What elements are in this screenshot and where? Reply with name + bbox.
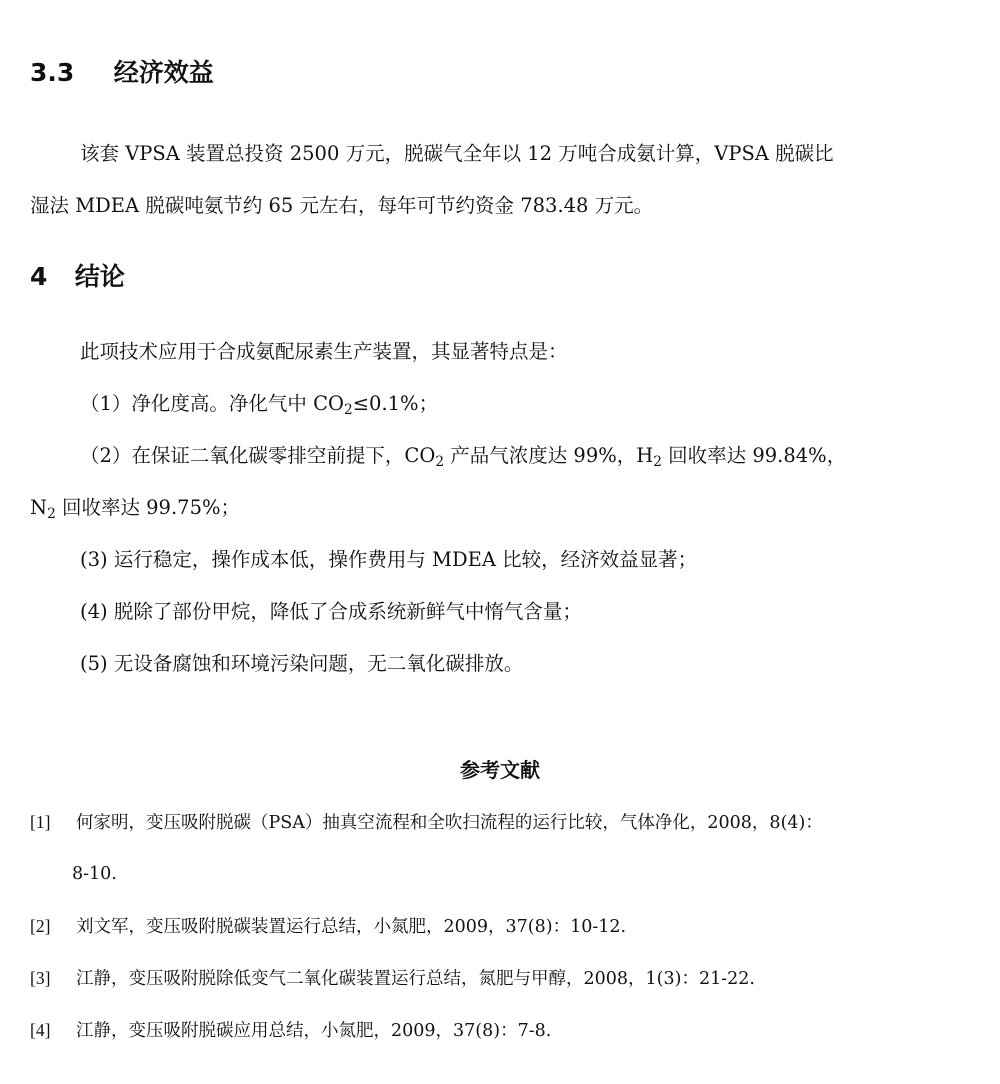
section-4-title: 结论 xyxy=(74,262,125,291)
economic-benefit-line-2: 湿法 MDEA 脱碳吨氨节约 65 元左右，每年可节约资金 783.48 万元。 xyxy=(30,194,654,217)
section-4-number: 4 xyxy=(30,262,48,291)
reference-3 xyxy=(30,966,755,991)
item-2-text-c: 回收率达 99.84%， xyxy=(661,444,847,467)
section-3-3-heading xyxy=(30,58,214,88)
item-1-value: ≤0.1%； xyxy=(352,392,439,415)
conclusion-item-2-line-2 xyxy=(30,495,240,521)
co2-subscript: 2 xyxy=(435,454,445,471)
section-4-heading xyxy=(30,262,125,292)
n2-symbol: N xyxy=(30,496,48,519)
reference-1-line-1 xyxy=(30,810,823,835)
reference-1-line-2: 8-10. xyxy=(72,864,117,884)
item-2-text-d: 回收率达 99.75%； xyxy=(55,496,241,519)
item-2-text-b: 产品气浓度达 99%，H xyxy=(444,444,654,467)
co2-subscript: 2 xyxy=(344,402,353,419)
conclusion-item-4: (4) 脱除了部份甲烷，降低了合成系统新鲜气中惰气含量； xyxy=(80,600,582,623)
reference-2-index: [2] xyxy=(30,916,51,936)
h2-subscript: 2 xyxy=(653,454,662,471)
economic-benefit-line-1: 该套 VPSA 装置总投资 2500 万元，脱碳气全年以 12 万吨合成氨计算，VPSA 脱碳比 xyxy=(80,142,834,165)
reference-4 xyxy=(30,1018,551,1043)
reference-2-text: 刘文军，变压吸附脱碳装置运行总结，小氮肥，2009，37(8)：10-12. xyxy=(76,917,627,937)
reference-4-text: 江静，变压吸附脱碳应用总结，小氮肥，2009，37(8)：7-8. xyxy=(76,1021,552,1041)
conclusion-intro: 此项技术应用于合成氨配尿素生产装置，其显著特点是： xyxy=(80,340,568,363)
conclusion-item-3: (3) 运行稳定，操作成本低，操作费用与 MDEA 比较，经济效益显著； xyxy=(80,548,698,571)
reference-3-index: [3] xyxy=(30,968,51,988)
section-3-3-number: 3.3 xyxy=(30,58,75,87)
conclusion-item-5: (5) 无设备腐蚀和环境污染问题，无二氧化碳排放。 xyxy=(80,652,524,675)
reference-1-index: [1] xyxy=(30,812,51,832)
item-2-text-a: （2）在保证二氧化碳零排空前提下，CO xyxy=(80,444,436,467)
reference-4-index: [4] xyxy=(30,1020,51,1040)
reference-1-text: 何家明，变压吸附脱碳（PSA）抽真空流程和全吹扫流程的运行比较，气体净化，2008，8(4)： xyxy=(76,813,823,833)
n2-subscript: 2 xyxy=(47,506,56,523)
conclusion-item-2-line-1 xyxy=(80,443,846,469)
conclusion-item-1 xyxy=(80,391,438,417)
item-1-text: （1）净化度高。净化气中 CO xyxy=(80,392,345,415)
reference-2 xyxy=(30,914,626,939)
section-3-3-title: 经济效益 xyxy=(113,58,214,87)
references-heading: 参考文献 xyxy=(460,758,540,782)
reference-3-text: 江静，变压吸附脱除低变气二氧化碳装置运行总结，氮肥与甲醇，2008，1(3)：21-22. xyxy=(76,969,755,989)
